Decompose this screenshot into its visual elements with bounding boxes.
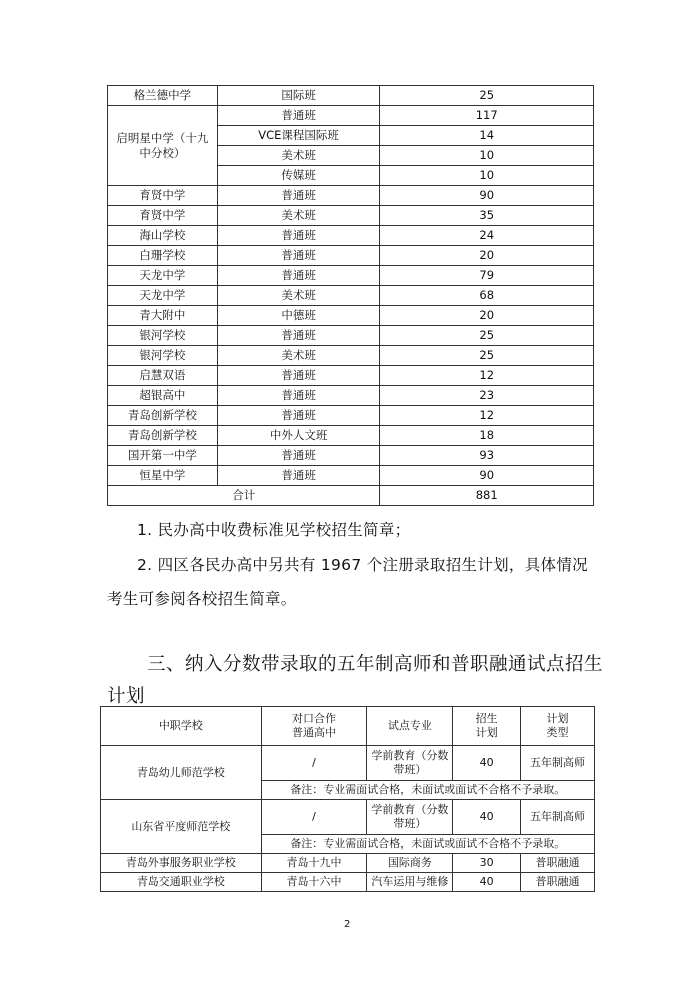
school-cell: 青岛创新学校 bbox=[108, 426, 218, 446]
class-cell: 普通班 bbox=[217, 266, 380, 286]
major-line: 学前教育（分数 bbox=[371, 803, 449, 816]
school-cell: 恒星中学 bbox=[108, 466, 218, 486]
table-row bbox=[101, 854, 595, 873]
table-row bbox=[108, 246, 594, 266]
header-row bbox=[101, 707, 595, 746]
count-cell: 14 bbox=[380, 126, 594, 146]
school-cell: 海山学校 bbox=[108, 226, 218, 246]
class-cell: 普通班 bbox=[217, 246, 380, 266]
plan-cell: 40 bbox=[453, 746, 521, 781]
major-cell bbox=[367, 800, 453, 835]
major-cell bbox=[367, 746, 453, 781]
school-line: 启明星中学（十九 bbox=[116, 130, 209, 145]
major-cell: 国际商务 bbox=[367, 854, 453, 873]
class-cell: 传媒班 bbox=[217, 166, 380, 186]
vocational-plan-table bbox=[100, 706, 595, 892]
count-cell: 90 bbox=[380, 186, 594, 206]
section-heading: 三、纳入分数带录取的五年制高师和普职融通试点招生 bbox=[147, 654, 604, 675]
table-row bbox=[108, 86, 594, 106]
school-cell: 育贤中学 bbox=[108, 186, 218, 206]
table-row bbox=[108, 106, 594, 126]
note-1: 1. 民办高中收费标准见学校招生简章； bbox=[137, 521, 411, 539]
paired-cell: / bbox=[261, 746, 367, 781]
class-cell: 普通班 bbox=[217, 446, 380, 466]
count-cell: 117 bbox=[380, 106, 594, 126]
class-cell: 普通班 bbox=[217, 386, 380, 406]
header-school: 中职学校 bbox=[101, 707, 262, 746]
count-cell: 35 bbox=[380, 206, 594, 226]
class-cell: 普通班 bbox=[217, 106, 380, 126]
header-type-line: 计划 bbox=[546, 712, 569, 725]
school-cell: 银河学校 bbox=[108, 326, 218, 346]
count-cell: 25 bbox=[380, 326, 594, 346]
type-cell: 五年制高师 bbox=[521, 746, 595, 781]
school-plan-table bbox=[107, 85, 594, 506]
school-cell: 白珊学校 bbox=[108, 246, 218, 266]
total-label: 合计 bbox=[108, 486, 380, 506]
count-cell: 79 bbox=[380, 266, 594, 286]
count-cell: 10 bbox=[380, 146, 594, 166]
class-cell: 普通班 bbox=[217, 406, 380, 426]
school-cell: 育贤中学 bbox=[108, 206, 218, 226]
school-cell bbox=[108, 106, 218, 186]
page-number: 2 bbox=[344, 919, 351, 930]
count-cell: 90 bbox=[380, 466, 594, 486]
major-cell: 汽车运用与维修 bbox=[367, 873, 453, 892]
table-row bbox=[108, 346, 594, 366]
table-row bbox=[108, 406, 594, 426]
table-row bbox=[108, 326, 594, 346]
school-cell: 超银高中 bbox=[108, 386, 218, 406]
plan-cell: 40 bbox=[453, 800, 521, 835]
table-row bbox=[108, 426, 594, 446]
table-row bbox=[108, 266, 594, 286]
class-cell: 中外人文班 bbox=[217, 426, 380, 446]
class-cell: 普通班 bbox=[217, 226, 380, 246]
school-line: 中分校） bbox=[139, 145, 186, 160]
count-cell: 20 bbox=[380, 306, 594, 326]
type-cell: 五年制高师 bbox=[521, 800, 595, 835]
table-row bbox=[108, 206, 594, 226]
total-row bbox=[108, 486, 594, 506]
count-cell: 12 bbox=[380, 406, 594, 426]
count-cell: 20 bbox=[380, 246, 594, 266]
school-cell: 国开第一中学 bbox=[108, 446, 218, 466]
class-cell: 普通班 bbox=[217, 366, 380, 386]
note-2: 2. 四区各民办高中另共有 1967 个注册录取招生计划，具体情况 bbox=[137, 556, 588, 574]
header-plan bbox=[453, 707, 521, 746]
count-cell: 24 bbox=[380, 226, 594, 246]
total-value: 881 bbox=[380, 486, 594, 506]
major-line: 带班） bbox=[393, 763, 427, 776]
school-cell: 青岛外事服务职业学校 bbox=[101, 854, 262, 873]
header-type-line: 类型 bbox=[546, 726, 569, 739]
school-cell: 天龙中学 bbox=[108, 286, 218, 306]
header-plan-line: 招生 bbox=[475, 712, 498, 725]
school-cell: 银河学校 bbox=[108, 346, 218, 366]
class-cell: 美术班 bbox=[217, 146, 380, 166]
count-cell: 93 bbox=[380, 446, 594, 466]
count-cell: 25 bbox=[380, 86, 594, 106]
count-cell: 10 bbox=[380, 166, 594, 186]
table-row bbox=[108, 306, 594, 326]
class-cell: 国际班 bbox=[217, 86, 380, 106]
school-cell: 青岛幼儿师范学校 bbox=[101, 746, 262, 800]
paired-cell: / bbox=[261, 800, 367, 835]
class-cell: 中德班 bbox=[217, 306, 380, 326]
class-cell: 普通班 bbox=[217, 466, 380, 486]
section-heading-continued: 计划 bbox=[107, 686, 146, 707]
table-row bbox=[108, 466, 594, 486]
header-paired-line: 普通高中 bbox=[292, 726, 337, 739]
type-cell: 普职融通 bbox=[521, 873, 595, 892]
school-cell: 启慧双语 bbox=[108, 366, 218, 386]
class-cell: 美术班 bbox=[217, 346, 380, 366]
paired-cell: 青岛十六中 bbox=[261, 873, 367, 892]
school-cell: 青岛创新学校 bbox=[108, 406, 218, 426]
note-2-continued: 考生可参阅各校招生简章。 bbox=[107, 590, 297, 608]
table-row bbox=[101, 800, 595, 835]
table-row bbox=[108, 366, 594, 386]
table-row bbox=[108, 446, 594, 466]
class-cell: VCE课程国际班 bbox=[217, 126, 380, 146]
remark-cell: 备注：专业需面试合格，未面试或面试不合格不予录取。 bbox=[261, 781, 594, 800]
table-row bbox=[101, 746, 595, 781]
count-cell: 23 bbox=[380, 386, 594, 406]
school-cell: 青大附中 bbox=[108, 306, 218, 326]
plan-cell: 40 bbox=[453, 873, 521, 892]
class-cell: 美术班 bbox=[217, 206, 380, 226]
school-cell: 青岛交通职业学校 bbox=[101, 873, 262, 892]
type-cell: 普职融通 bbox=[521, 854, 595, 873]
table-row bbox=[101, 873, 595, 892]
header-paired bbox=[261, 707, 367, 746]
count-cell: 12 bbox=[380, 366, 594, 386]
remark-cell: 备注：专业需面试合格，未面试或面试不合格不予录取。 bbox=[261, 835, 594, 854]
paired-cell: 青岛十九中 bbox=[261, 854, 367, 873]
major-line: 带班） bbox=[393, 817, 427, 830]
school-cell: 山东省平度师范学校 bbox=[101, 800, 262, 854]
table-row bbox=[108, 386, 594, 406]
class-cell: 普通班 bbox=[217, 326, 380, 346]
header-type bbox=[521, 707, 595, 746]
table-row bbox=[108, 186, 594, 206]
class-cell: 普通班 bbox=[217, 186, 380, 206]
header-paired-line: 对口合作 bbox=[292, 712, 337, 725]
class-cell: 美术班 bbox=[217, 286, 380, 306]
school-cell: 格兰德中学 bbox=[108, 86, 218, 106]
table-row bbox=[108, 286, 594, 306]
plan-cell: 30 bbox=[453, 854, 521, 873]
count-cell: 18 bbox=[380, 426, 594, 446]
school-cell: 天龙中学 bbox=[108, 266, 218, 286]
table-row bbox=[108, 226, 594, 246]
count-cell: 25 bbox=[380, 346, 594, 366]
count-cell: 68 bbox=[380, 286, 594, 306]
header-plan-line: 计划 bbox=[475, 726, 498, 739]
header-major: 试点专业 bbox=[367, 707, 453, 746]
major-line: 学前教育（分数 bbox=[371, 749, 449, 762]
